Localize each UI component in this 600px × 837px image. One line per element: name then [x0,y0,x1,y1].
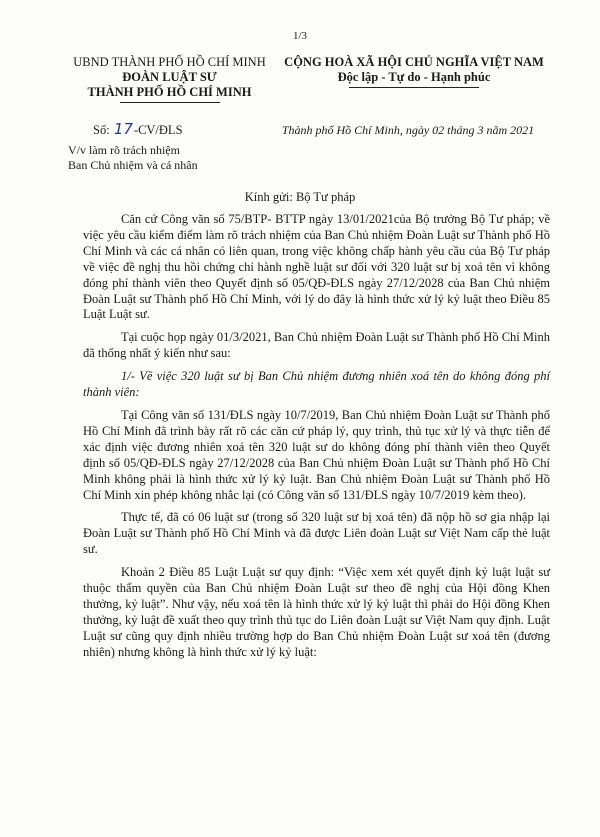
agency-line-1: UBND THÀNH PHỐ HỒ CHÍ MINH [73,55,266,69]
subject-line-1: V/v làm rõ trách nhiệm [68,143,180,157]
national-motto: Độc lập - Tự do - Hạnh phúc [337,70,491,84]
national-motto-header [283,55,545,88]
agency-line-2: ĐOÀN LUẬT SƯ [122,70,217,84]
agency-line-3: THÀNH PHỐ HỒ CHÍ MINH [87,85,252,99]
issuing-agency-header [62,55,277,103]
subject-block [68,143,198,173]
date-line: Thành phố Hồ Chí Minh, ngày 02 tháng 3 năm 2021 [281,123,535,137]
section-heading: 1/- Về việc 320 luật sư bị Ban Chủ nhiệm đương nhiên xoá tên do không đóng phí thành viên: [83,369,550,400]
nation-name: CỘNG HOÀ XÃ HỘI CHỦ NGHĨA VIỆT NAM [284,55,544,69]
body-paragraph: Tại cuộc họp ngày 01/3/2021, Ban Chủ nhiệm Đoàn Luật sư Thành phố Hồ Chí Minh đã thống nhất ý kiến như sau: [83,330,550,361]
body-paragraph: Tại Công văn số 131/ĐLS ngày 10/7/2019, Ban Chủ nhiệm Đoàn Luật sư Thành phố Hồ Chí Minh đã trình bày rất rõ các căn cứ pháp lý, quy trình, thủ tục xử lý và thực tiễn để xác định việc đương nhiên xoá tên 320 luật sư do không đóng phí thành viên theo Quyết định số 05/QĐ-ĐLS ngày 27/12/2028 của Ban Chủ nhiệm Đoàn Luật sư Thành phố Hồ Chí Minh không phải là hình thức xử lý kỷ luật. Ban Chủ nhiệm Đoàn Luật sư Thành phố Hồ Chí Minh xin phép không nhắc lại (có Công văn số 131/ĐLS ngày 10/7/2019 kèm theo). [83,407,550,502]
motto-underline [349,87,479,88]
body-paragraph: Thực tế, đã có 06 luật sư (trong số 320 luật sư bị xoá tên) đã nộp hồ sơ gia nhập lại Đoàn Luật sư Thành phố Hồ Chí Minh và đã được Liên đoàn Luật sư Việt Nam cấp thẻ luật sư. [83,510,550,557]
body-paragraph: Căn cứ Công văn số 75/BTP- BTTP ngày 13/01/2021của Bộ trưởng Bộ Tư pháp; về việc yêu cầu kiểm điểm làm rõ trách nhiệm của Ban Chủ nhiệm Đoàn Luật sư Thành phố Hồ Chí Minh và các cá nhân có liên quan, trong việc không chấp hành yêu cầu của Bộ Tư pháp về việc đề nghị thu hồi chứng chỉ hành nghề luật sư đối với 320 luật sư bị xoá tên vì không đóng phí thành viên theo Quyết định số 05/QĐ-ĐLS ngày 27/12/2028 của Ban Chủ nhiệm Đoàn Luật sư Thành phố Hồ Chí Minh, với lý do đây là hình thức xử lý kỷ luật theo Điều 85 Luật Luật sư. [83,212,550,322]
doc-number-handwritten: 17 [113,120,133,138]
body-paragraph: Khoản 2 Điều 85 Luật Luật sư quy định: “Việc xem xét quyết định kỷ luật luật sư thuộc thẩm quyền của Ban Chủ nhiệm Đoàn Luật sư theo đề nghị của Hội đồng Khen thưởng, kỷ luật”. Như vậy, nếu xoá tên là hình thức xử lý kỷ luật thì phải do Hội đồng Khen thưởng, kỷ luật đề xuất theo quy trình thủ tục do Liên đoàn Luật sư Việt Nam quy định. Luật Luật sư cũng quy định nhiều trường hợp do Ban Chủ nhiệm Đoàn Luật sư xoá tên (đương nhiên) nhưng không là hình thức xử lý kỷ luật: [83,565,550,659]
page-number: 1/3 [292,30,308,42]
agency-underline [120,102,220,103]
doc-number-prefix: Số: [93,123,110,137]
document-number [93,120,183,138]
document-body [83,212,550,668]
recipient-line: Kính gửi: Bộ Tư pháp [244,190,356,204]
doc-number-suffix: -CV/ĐLS [133,123,183,137]
subject-line-2: Ban Chủ nhiệm và cá nhân [68,158,198,172]
